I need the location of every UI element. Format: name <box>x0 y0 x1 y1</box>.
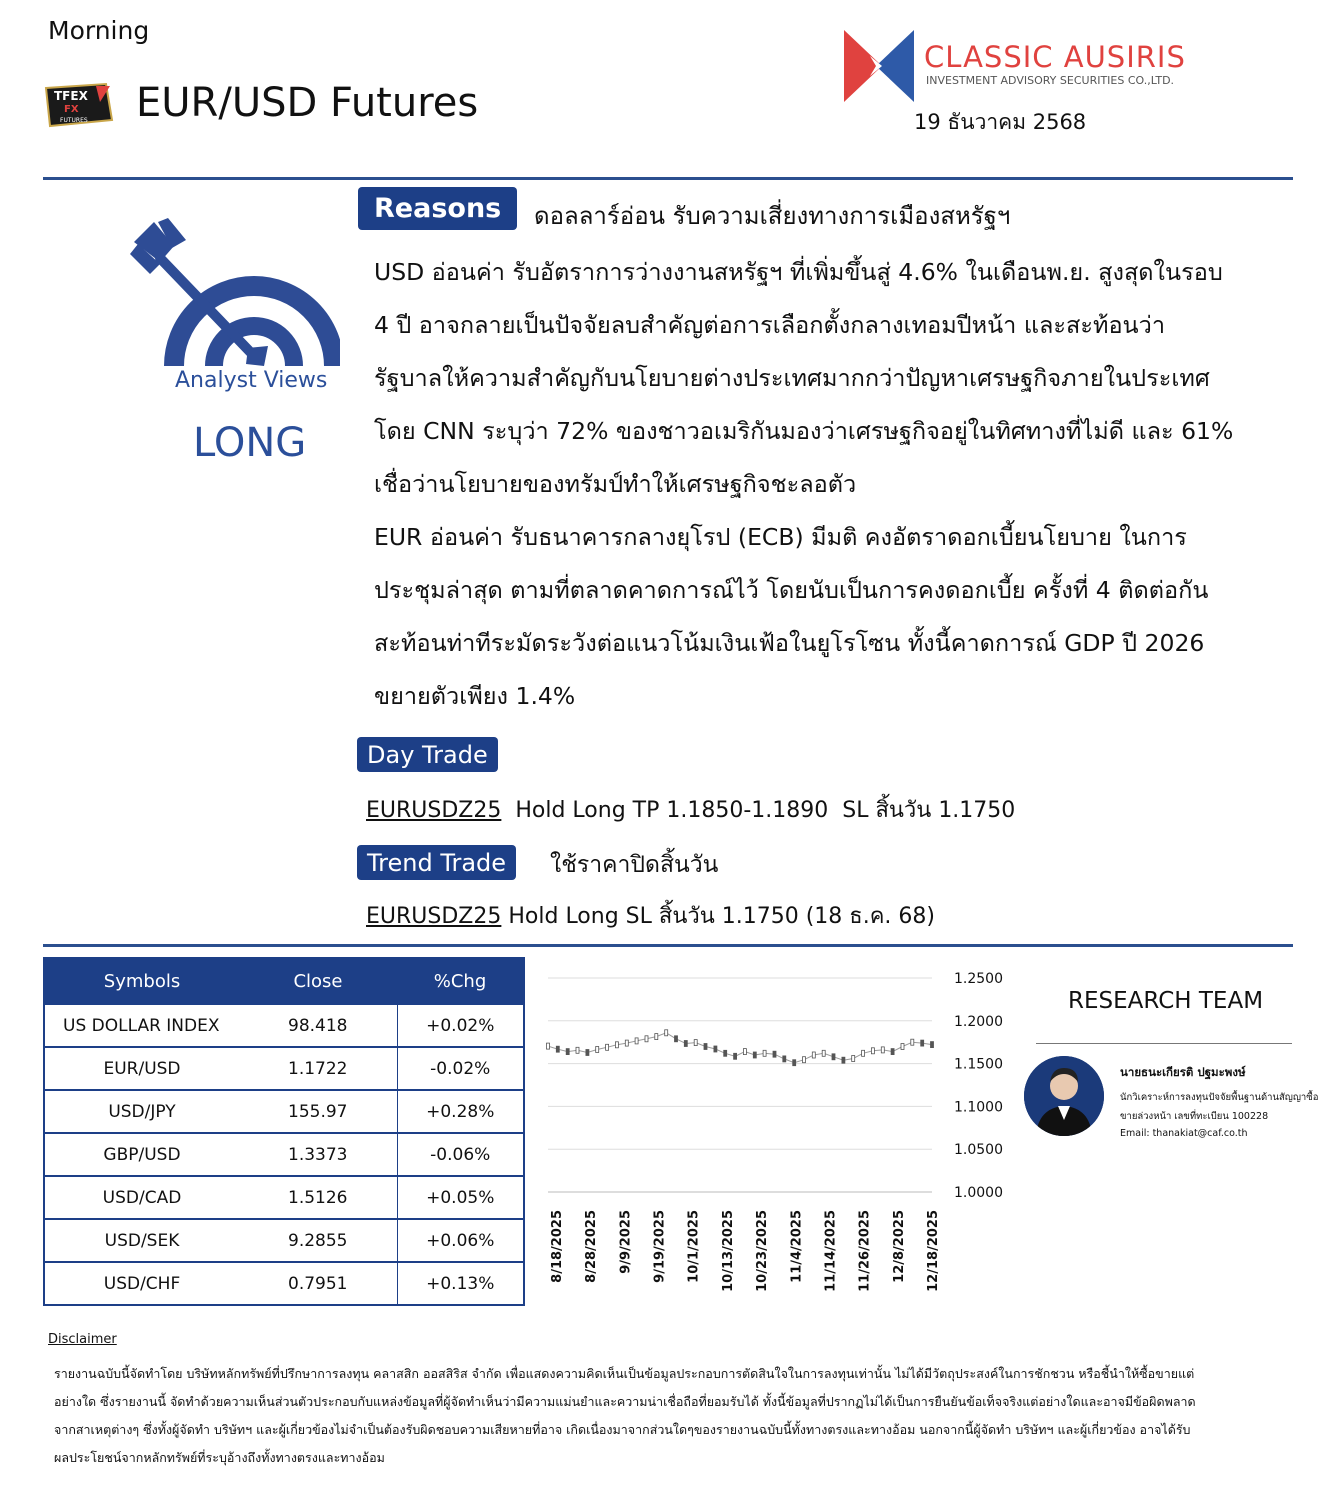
table-row <box>44 1176 524 1219</box>
cell-symbol: USD/CAD <box>44 1176 239 1219</box>
day-trade-line <box>366 792 1015 827</box>
company-subtitle: INVESTMENT ADVISORY SECURITIES CO.,LTD. <box>926 74 1175 87</box>
cell-close: 9.2855 <box>239 1219 397 1262</box>
trend-trade-chip: Trend Trade <box>357 845 516 880</box>
header-close: Close <box>239 958 397 1004</box>
cell-symbol: US DOLLAR INDEX <box>44 1004 239 1047</box>
x-tick-label: 11/26/2025 <box>857 1210 873 1292</box>
candle <box>822 1050 825 1056</box>
candle <box>901 1044 904 1050</box>
candle <box>753 1052 756 1058</box>
candle <box>911 1039 914 1045</box>
table-row <box>44 1090 524 1133</box>
table-row <box>44 1133 524 1176</box>
cell-close: 98.418 <box>239 1004 397 1047</box>
target-dart-icon <box>130 218 340 366</box>
day-trade-text: Hold Long TP 1.1850-1.1890 SL สิ้นวัน 1.1750 <box>501 798 1016 823</box>
y-tick-label: 1.1500 <box>954 1056 1003 1073</box>
reason-line: สะท้อนท่าทีระมัดระวังต่อแนวโน้มเงินเฟ้อในยูโรโซน ทั้งนี้คาดการณ์ GDP ปี 2026 <box>374 629 1205 657</box>
x-tick-label: 9/9/2025 <box>618 1210 634 1274</box>
disclaimer-title: Disclaimer <box>48 1332 117 1347</box>
candle <box>675 1036 678 1042</box>
middle-divider <box>43 944 1293 947</box>
candle <box>566 1049 569 1055</box>
cell-chg: +0.05% <box>397 1176 524 1219</box>
futures-logo-text: FUTURES <box>60 117 88 124</box>
cell-chg: +0.02% <box>397 1004 524 1047</box>
candle <box>704 1044 707 1050</box>
edition-label: Morning <box>48 16 150 45</box>
candle <box>921 1040 924 1046</box>
trend-trade-text: Hold Long SL สิ้นวัน 1.1750 (18 ธ.ค. 68) <box>501 904 935 929</box>
reasons-chip: Reasons <box>358 187 517 230</box>
reason-line: USD อ่อนค่า รับอัตราการว่างงานสหรัฐฯ ที่เพิ่มขึ้นสู่ 4.6% ในเดือนพ.ย. สูงสุดในรอบ <box>374 258 1223 286</box>
candle <box>694 1040 697 1046</box>
page-title: EUR/USD Futures <box>136 80 479 126</box>
reason-line: โดย CNN ระบุว่า 72% ของชาวอเมริกันมองว่าเศรษฐกิจอยู่ในทิศทางที่ไม่ดี และ 61% <box>374 417 1234 445</box>
candle <box>615 1042 618 1048</box>
candle <box>862 1050 865 1056</box>
candle <box>576 1047 579 1053</box>
candle <box>665 1030 668 1036</box>
top-divider <box>43 177 1293 180</box>
y-tick-label: 1.2000 <box>954 1013 1003 1030</box>
cell-symbol: USD/JPY <box>44 1090 239 1133</box>
candle <box>714 1046 717 1052</box>
report-date: 19 ธันวาคม 2568 <box>914 110 1087 134</box>
table-row <box>44 1262 524 1305</box>
candle <box>891 1049 894 1055</box>
x-tick-label: 9/19/2025 <box>652 1210 668 1283</box>
analyst-avatar <box>1024 1056 1104 1136</box>
reasons-headline: ดอลลาร์อ่อน รับความเสี่ยงทางการเมืองสหรัฐฯ <box>534 202 1011 230</box>
cell-symbol: USD/CHF <box>44 1262 239 1305</box>
day-trade-symbol: EURUSDZ25 <box>366 798 502 823</box>
cell-close: 155.97 <box>239 1090 397 1133</box>
tfex-logo-text: TFEX <box>54 89 88 103</box>
cell-close: 1.5126 <box>239 1176 397 1219</box>
y-tick-label: 1.0000 <box>954 1185 1003 1201</box>
x-tick-label: 10/1/2025 <box>686 1210 702 1283</box>
cell-chg: -0.06% <box>397 1133 524 1176</box>
disclaimer-line: รายงานฉบับนี้จัดทำโดย บริษัทหลักทรัพย์ที่ปรึกษาการลงทุน คลาสสิก ออสสิริส จำกัด เพื่อแสดงความคิดเห็นเป็นข้อมูลประกอบการตัดสินใจในการลงทุนเท่านั้น ไม่ได้มีวัตถุประสงค์ในการชักชวน หรือชี้นำให้ซื้อขายแต่ <box>54 1366 1195 1381</box>
candle <box>556 1046 559 1052</box>
eurusd-price-chart <box>540 962 1010 1302</box>
table-row <box>44 1219 524 1262</box>
reason-line: เชื่อว่านโยบายของทรัมป์ทำให้เศรษฐกิจชะลอตัว <box>374 470 857 498</box>
y-tick-label: 1.0500 <box>954 1142 1003 1159</box>
x-tick-label: 12/8/2025 <box>891 1210 907 1283</box>
research-divider <box>1036 1043 1292 1044</box>
candle <box>763 1050 766 1056</box>
cell-chg: +0.28% <box>397 1090 524 1133</box>
trend-trade-symbol: EURUSDZ25 <box>366 904 502 929</box>
y-tick-label: 1.2500 <box>954 971 1003 987</box>
candle <box>596 1047 599 1053</box>
candle <box>645 1036 648 1042</box>
candle <box>655 1034 658 1040</box>
cell-symbol: EUR/USD <box>44 1047 239 1090</box>
reason-line: รัฐบาลให้ความสำคัญกับนโยบายต่างประเทศมากกว่าปัญหาเศรษฐกิจภายในประเทศ <box>374 364 1210 392</box>
candle <box>773 1051 776 1057</box>
cell-close: 0.7951 <box>239 1262 397 1305</box>
fx-logo-text: FX <box>64 104 79 115</box>
table-row <box>44 1047 524 1090</box>
trend-trade-headline: ใช้ราคาปิดสิ้นวัน <box>550 852 719 878</box>
x-tick-label: 11/14/2025 <box>823 1210 839 1292</box>
cell-close: 1.3373 <box>239 1133 397 1176</box>
x-tick-label: 12/18/2025 <box>926 1210 941 1292</box>
reason-line: ขยายตัวเพียง 1.4% <box>374 682 576 710</box>
reason-line: 4 ปี อาจกลายเป็นปัจจัยลบสำคัญต่อการเลือกตั้งกลางเทอมปีหน้า และสะท้อนว่า <box>374 311 1166 339</box>
candle <box>625 1040 628 1046</box>
candle <box>586 1050 589 1056</box>
x-tick-label: 8/18/2025 <box>550 1210 565 1283</box>
candle <box>881 1047 884 1053</box>
disclaimer-line: อย่างใด ซึ่งรายงานนี้ จัดทำด้วยความเห็นส่วนตัวประกอบกับแหล่งข้อมูลที่ผู้จัดทำเห็นว่ามีความแม่นยำและความน่าเชื่อถือที่ยอมรับได้ ทั้งนี้ข้อมูลที่ปรากฏไม่ได้เป็นการยืนยันข้อเท็จจริงแต่อย่างใดและอาจมีข้อผิดพลาด <box>54 1394 1196 1409</box>
cell-chg: +0.06% <box>397 1219 524 1262</box>
analyst-role-line: นักวิเคราะห์การลงทุนปัจจัยพื้นฐานด้านสัญญาซื้อ <box>1120 1092 1319 1103</box>
candle <box>803 1057 806 1063</box>
x-tick-label: 11/4/2025 <box>789 1210 805 1283</box>
candle <box>793 1060 796 1066</box>
classic-ausiris-logo-icon <box>842 28 916 104</box>
header-symbols: Symbols <box>44 958 239 1004</box>
header-chg: %Chg <box>397 958 524 1004</box>
disclaimer-line: ผลประโยชน์จากหลักทรัพย์ที่ระบุอ้างถึงทั้งทางตรงและทางอ้อม <box>54 1450 385 1465</box>
candle <box>635 1038 638 1044</box>
candle <box>871 1048 874 1054</box>
candle <box>684 1041 687 1047</box>
analyst-role-line: ขายล่วงหน้า เลขที่ทะเบียน 100228 <box>1120 1111 1269 1122</box>
cell-chg: -0.02% <box>397 1047 524 1090</box>
analyst-role <box>1120 1088 1318 1126</box>
cell-close: 1.1722 <box>239 1047 397 1090</box>
table-row <box>44 1004 524 1047</box>
candle <box>606 1044 609 1050</box>
company-name: CLASSIC AUSIRIS <box>924 40 1186 74</box>
position-recommendation: LONG <box>193 420 307 466</box>
candle <box>743 1049 746 1055</box>
market-table <box>43 957 525 1306</box>
candle <box>812 1052 815 1058</box>
candle <box>724 1050 727 1056</box>
candle <box>734 1053 737 1059</box>
cell-chg: +0.13% <box>397 1262 524 1305</box>
candle <box>547 1043 550 1049</box>
cell-symbol: USD/SEK <box>44 1219 239 1262</box>
analyst-email: Email: thanakiat@caf.co.th <box>1120 1128 1248 1139</box>
x-tick-label: 8/28/2025 <box>584 1210 600 1283</box>
x-tick-label: 10/13/2025 <box>720 1210 736 1292</box>
tfex-fx-futures-logo <box>42 80 114 130</box>
reason-line: EUR อ่อนค่า รับธนาคารกลางยุโรป (ECB) มีมติ คงอัตราดอกเบี้ยนโยบาย ในการ <box>374 523 1187 551</box>
table-header-row <box>44 958 524 1004</box>
x-tick-label: 10/23/2025 <box>755 1210 771 1292</box>
day-trade-chip: Day Trade <box>357 737 498 772</box>
candle <box>931 1042 934 1048</box>
candle <box>783 1056 786 1062</box>
candle <box>842 1057 845 1063</box>
candle <box>852 1056 855 1062</box>
research-team-title: RESEARCH TEAM <box>1068 988 1264 1014</box>
analyst-views-label: Analyst Views <box>175 368 328 393</box>
candle <box>832 1054 835 1060</box>
reason-line: ประชุมล่าสุด ตามที่ตลาดคาดการณ์ไว้ โดยนับเป็นการคงดอกเบี้ย ครั้งที่ 4 ติดต่อกัน <box>374 576 1209 604</box>
analyst-name: นายธนะเกียรติ ปฐมะพงษ์ <box>1120 1065 1246 1079</box>
cell-symbol: GBP/USD <box>44 1133 239 1176</box>
disclaimer-line: จากสาเหตุต่างๆ ซึ่งทั้งผู้จัดทำ บริษัทฯ และผู้เกี่ยวข้องไม่จำเป็นต้องรับผิดชอบความเสียหายที่อาจ เกิดเนื่องมาจากส่วนใดๆของรายงานฉบับนี้ทั้งทางตรงและทางอ้อม นอกจากนี้ผู้จัดทำ บริษัทฯ และผู้เกี่ยวข้อง อาจได้รับ <box>54 1422 1191 1437</box>
y-tick-label: 1.1000 <box>954 1099 1003 1116</box>
trend-trade-line <box>366 898 935 933</box>
